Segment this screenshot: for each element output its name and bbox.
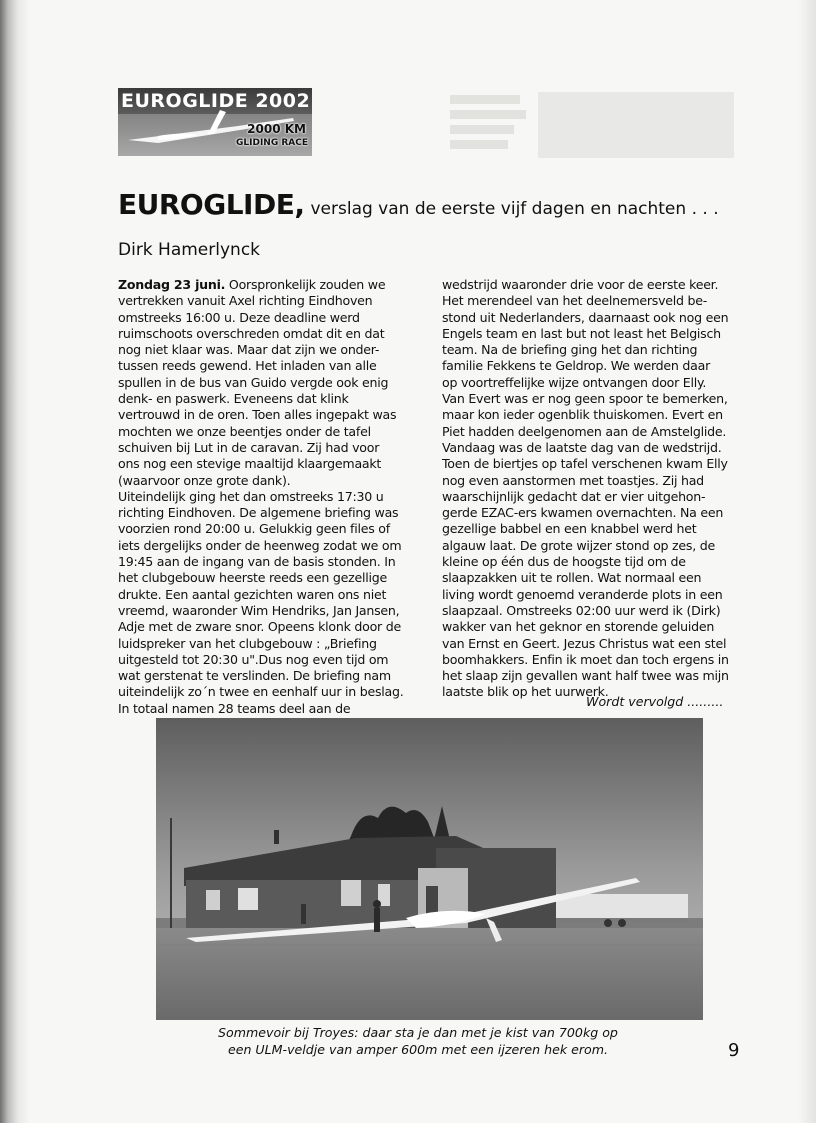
text-line: schuiven bij Lut in de caravan. Zij had voor [118,439,380,455]
text-line: (waarvoor onze grote dank). [118,472,291,488]
lead-rest: Oorspronkelijk zouden we [225,277,386,292]
logo-race: GLIDING RACE [236,138,308,148]
scan-page-edge [0,0,30,1123]
headline-subtitle: verslag van de eerste vijf dagen en nachten . . . [310,199,719,219]
photo-scene [156,718,703,1020]
text-line: richting Eindhoven. De algemene briefing was [118,505,399,521]
bleed-through-text [450,92,530,152]
text-line: Van Evert was er nog geen spoor te bemerken, [442,391,728,407]
text-line: slaapzaal. Omstreeks 02:00 uur werd ik (Dirk) [442,602,721,618]
text-line: tussen reeds gewend. Het inladen van alle [118,358,377,374]
text-line: algauw laat. De grote wijzer stond op zes, de [442,537,715,553]
author-name: Dirk Hamerlynck [118,240,261,260]
text-line: ruimschoots overschreden omdat dit en dat [118,325,385,341]
text-line: Het merendeel van het deelnemersveld be- [442,293,708,309]
text-line: mochten we onze beentjes onder de tafel [118,423,371,439]
text-line: Uiteindelijk ging het dan omstreeks 17:30 u [118,488,384,504]
text-line: boomhakkers. Enfin ik moet dan toch ergens in [442,651,729,667]
text-line: uitgesteld tot 20:30 u".Dus nog even tijd om [118,651,389,667]
text-line: kleine op één dus de hoogste tijd om de [442,554,686,570]
article-headline [118,188,719,221]
lead-date: Zondag 23 juni. [118,277,226,292]
text-line: maar kon ieder ogenblik thuiskomen. Evert en [442,407,723,423]
logo-title: EUROGLIDE 2002 [121,90,311,112]
text-line: laatste blik op het uurwerk. [442,684,609,700]
text-line: waarschijnlijk gedacht dat er vier uitgehon- [442,488,706,504]
photo-caption [118,1024,718,1058]
euroglide-logo [118,88,312,156]
headline-title: EUROGLIDE, [118,188,305,221]
text-line: vertrekken vanuit Axel richting Eindhoven [118,293,373,309]
text-line: luidspreker van het clubgebouw : „Briefing [118,635,377,651]
text-line: wedstrijd waaronder drie voor de eerste keer. [442,277,719,292]
text-line: Engels team en last but not least het Belgisch [442,325,721,341]
continued-note: Wordt vervolgd ......... [586,694,724,709]
text-line: op voortreffelijke wijze ontvangen door Elly. [442,374,707,390]
caption-line-2: een ULM-veldje van amper 600m met een ijzeren hek erom. [227,1042,609,1057]
text-line: Toen de biertjes op tafel verschenen kwam Elly [442,456,728,472]
text-column-right [442,277,732,701]
text-line: Piet hadden deelgenomen aan de Amstelglide. [442,423,727,439]
text-line: living wordt genoemd veranderde plots in een [442,586,723,602]
text-line: voorzien rond 20:00 u. Gelukkig geen files of [118,521,390,537]
text-line: vreemd, waaronder Wim Hendriks, Jan Jansen, [118,602,400,618]
text-line: drukte. Een aantal gezichten waren ons niet [118,586,387,602]
text-line: Vandaag was de laatste dag van de wedstrijd. [442,439,722,455]
text-line: 19:45 aan de ingang van de basis stonden. In [118,554,396,570]
text-line: In totaal namen 28 teams deel aan de [118,700,351,716]
airfield-photo [156,718,703,1020]
caption-line-1: Sommevoir bij Troyes: daar sta je dan met je kist van 700kg op [218,1025,618,1040]
text-line: vertrouwd in de oren. Toen alles ingepakt was [118,407,397,423]
text-line: ons nog een stevige maaltijd klaargemaakt [118,456,382,472]
text-line: omstreeks 16:00 u. Deze deadline werd [118,309,360,325]
text-line: uiteindelijk zo´n twee en eenhalf uur in beslag. [118,684,404,700]
text-line: wakker van het geknor en storende geluiden [442,619,715,635]
text-line: het slaap zijn gevallen want half twee was mijn [442,668,729,684]
text-column-left [118,277,418,717]
scan-page-edge-right [798,0,816,1123]
text-line: iets dergelijks onder de heenweg zodat we om [118,537,402,553]
text-line: het clubgebouw heerste reeds een gezellige [118,570,387,586]
text-line: nog even aanstormen met toastjes. Zij had [442,472,704,488]
text-line: Adje met de zware snor. Opeens klonk door de [118,619,401,635]
text-line: wat gerstenat te verslinden. De briefing nam [118,668,391,684]
text-line: team. Na de briefing ging het dan richting [442,342,698,358]
text-line: gerde EZAC-ers kwamen overnachten. Na een [442,505,724,521]
text-line: denk- en paswerk. Eveneens dat klink [118,391,349,407]
text-line [118,277,418,293]
bleed-through-logo [538,92,734,158]
page-number: 9 [728,1040,740,1061]
text-line: slaapzakken uit te rollen. Wat normaal een [442,570,702,586]
text-line: van Ernst en Geert. Jezus Christus wat een stel [442,635,727,651]
text-line: gezellige babbel en een knabbel werd het [442,521,697,537]
text-line: spullen in de bus van Guido vergde ook enig [118,374,389,390]
text-line: nog niet klaar was. Maar dat zijn we onder- [118,342,380,358]
logo-distance: 2000 KM [247,122,306,136]
text-line: stond uit Nederlanders, daarnaast ook nog een [442,309,729,325]
text-line: familie Fekkens te Geldrop. We werden daar [442,358,711,374]
